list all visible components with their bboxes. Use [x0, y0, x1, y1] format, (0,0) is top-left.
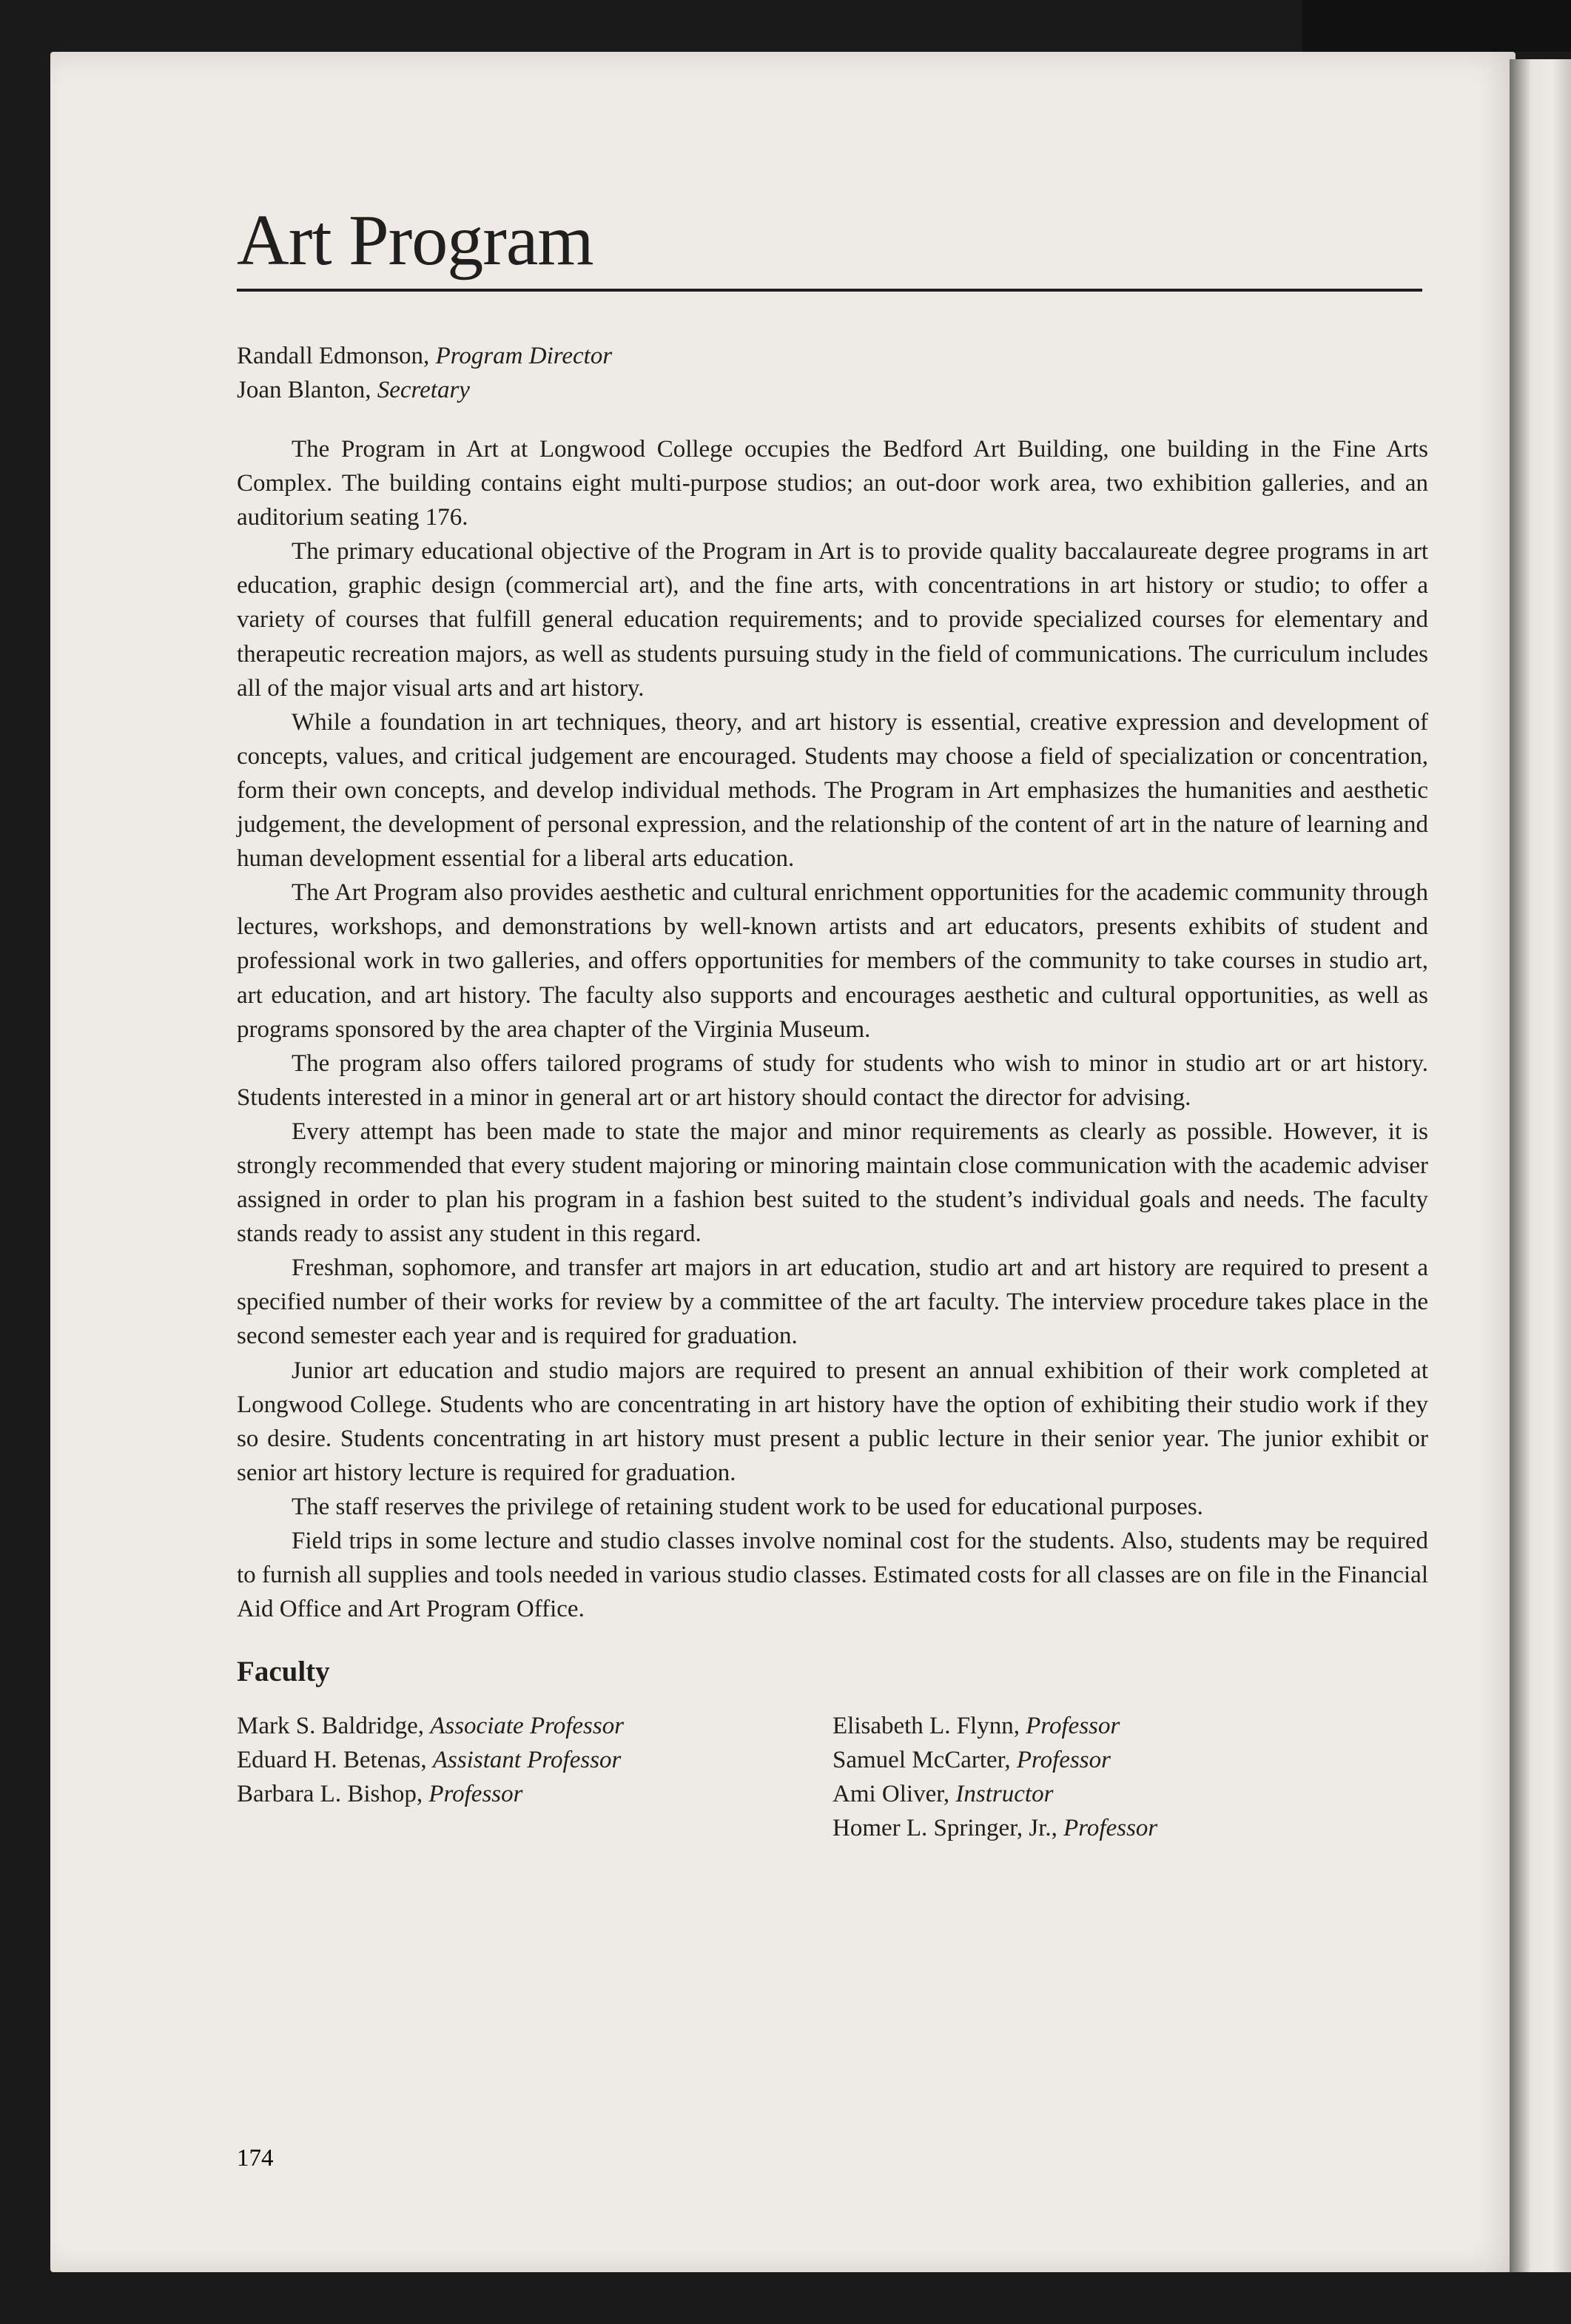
faculty-column-left: [237, 1709, 832, 1845]
faculty-name: Samuel McCarter,: [832, 1747, 1011, 1774]
paragraph: Junior art education and studio majors are required to present an annual exhibition of their work completed at Longwood College. Students who are concentrating in art history have the option of exhibiting their studio work if they so desire. Students concentrating in art history must present a public lecture in their senior year. The junior exhibit or senior art history lecture is required for graduation.: [237, 1357, 1428, 1486]
faculty-title: Instructor: [955, 1781, 1054, 1808]
scan-edge: [1302, 0, 1571, 52]
paragraph: The primary educational objective of the Program in Art is to provide quality baccalaureate degree programs in art education, graphic design (commercial art), and the fine arts, with concentrations in art history or studio; to offer a variety of courses that fulfill general education requirements; and to provide specialized courses for elementary and therapeutic recreation majors, as well as students pursuing study in the field of communications. The curriculum includes all of the major visual arts and art history.: [237, 538, 1428, 702]
faculty-title: Professor: [428, 1781, 523, 1808]
faculty-name: Mark S. Baldridge,: [237, 1713, 424, 1740]
faculty-column-right: [832, 1709, 1428, 1845]
paragraph: Every attempt has been made to state the major and minor requirements as clearly as possible. However, it is strongly recommended that every student majoring or minoring maintain close communication with the academic adviser assigned in order to plan his program in a fashion best suited to the student’s individual goals and needs. The faculty stands ready to assist any student in this regard.: [237, 1118, 1428, 1248]
faculty-member: [237, 1743, 832, 1777]
staff-row: [237, 373, 1428, 407]
page-number: 174: [237, 2145, 274, 2172]
paragraph: Freshman, sophomore, and transfer art majors in art education, studio art and art history are required to present a specified number of their works for review by a committee of the art faculty. The interview procedure takes place in the second semester each year and is required for graduation.: [237, 1255, 1428, 1350]
faculty-member: [237, 1709, 832, 1743]
faculty-list: [237, 1709, 1428, 1845]
paragraph: Field trips in some lecture and studio classes involve nominal cost for the students. Also, students may be required to furnish all supplies and tools needed in various studio classes. Estimated costs for all classes are on file in the Financial Aid Office and Art Program Office.: [237, 1528, 1428, 1623]
staff-role: Program Director: [435, 343, 613, 369]
title-rule: [237, 289, 1422, 292]
faculty-title: Professor: [1016, 1747, 1111, 1774]
faculty-member: [832, 1709, 1428, 1743]
paragraph: The staff reserves the privilege of retaining student work to be used for educational purposes.: [292, 1493, 1203, 1520]
staff-row: [237, 339, 1428, 373]
faculty-name: Elisabeth L. Flynn,: [832, 1713, 1020, 1740]
faculty-name: Barbara L. Bishop,: [237, 1781, 423, 1808]
faculty-member: [237, 1777, 832, 1811]
faculty-name: Ami Oliver,: [832, 1781, 950, 1808]
paragraph: The program also offers tailored programs of study for students who wish to minor in studio art or art history. Students interested in a minor in general art or art history should contact the director for advising.: [237, 1050, 1428, 1111]
faculty-member: [832, 1743, 1428, 1777]
faculty-title: Associate Professor: [430, 1713, 625, 1740]
staff-list: [237, 339, 1428, 407]
page-title: Art Program: [237, 201, 593, 281]
page-content: [237, 200, 1428, 1845]
faculty-name: Eduard H. Betenas,: [237, 1747, 427, 1774]
body-text: [237, 432, 1428, 1626]
faculty-title: Professor: [1026, 1713, 1120, 1740]
faculty-member: [832, 1811, 1428, 1845]
paragraph: The Art Program also provides aesthetic and cultural enrichment opportunities for the academic community through lectures, workshops, and demonstrations by well-known artists and art educators, presents exhibits of student and professional work in two galleries, and offers opportunities for members of the community to take courses in studio art, art education, and art history. The faculty also supports and encourages aesthetic and cultural opportunities, as well as programs sponsored by the area chapter of the Virginia Museum.: [237, 879, 1428, 1043]
paragraph: The Program in Art at Longwood College occupies the Bedford Art Building, one building in the Fine Arts Complex. The building contains eight multi-purpose studios; an out-door work area, two exhibition galleries, and an auditorium seating 176.: [237, 436, 1428, 531]
faculty-title: Professor: [1063, 1815, 1158, 1842]
adjacent-page-edge: [1510, 59, 1571, 2272]
faculty-member: [832, 1777, 1428, 1811]
staff-role: Secretary: [377, 377, 470, 403]
faculty-name: Homer L. Springer, Jr.,: [832, 1815, 1057, 1842]
paragraph: While a foundation in art techniques, theory, and art history is essential, creative expression and development of concepts, values, and critical judgement are encouraged. Students may choose a field of specialization or concentration, form their own concepts, and develop individual methods. The Program in Art emphasizes the humanities and aesthetic judgement, the development of personal expression, and the relationship of the content of art in the nature of learning and human development essential for a liberal arts education.: [237, 708, 1428, 873]
staff-name: Joan Blanton,: [237, 377, 371, 403]
faculty-heading: Faculty: [237, 1656, 330, 1688]
staff-name: Randall Edmonson,: [237, 343, 430, 369]
faculty-title: Assistant Professor: [432, 1747, 622, 1774]
